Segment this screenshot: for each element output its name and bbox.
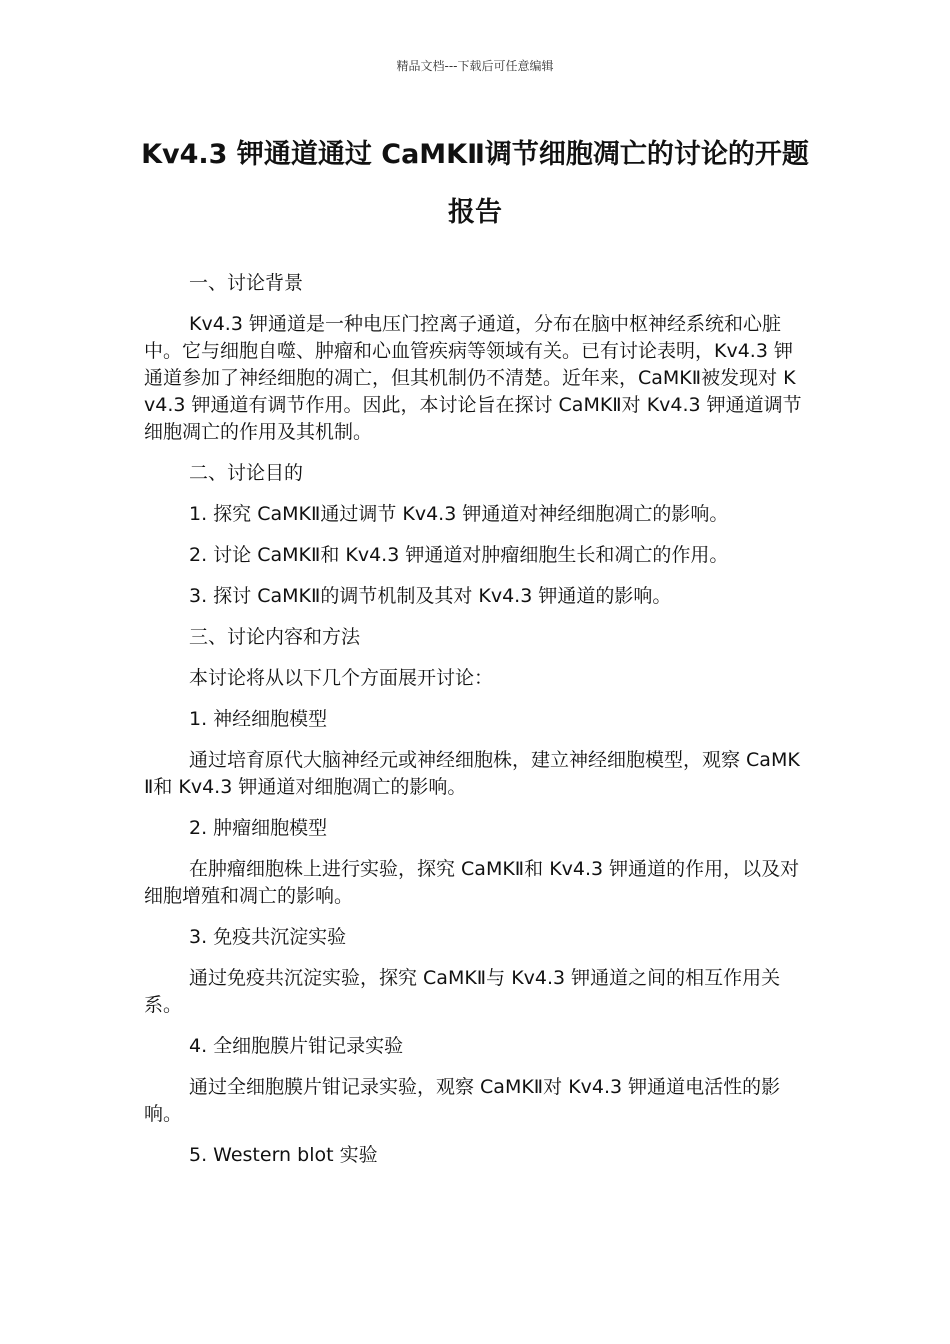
purpose-item-1: 1. 探究 CaMKⅡ通过调节 Kv4.3 钾通道对神经细胞凋亡的影响。: [189, 503, 729, 525]
page-header-note: 精品文档---下载后可任意编辑: [396, 59, 554, 73]
purpose-item-2: 2. 讨论 CaMKⅡ和 Kv4.3 钾通道对肿瘤细胞生长和凋亡的作用。: [189, 544, 729, 566]
method-description-1: 通过培育原代大脑神经元或神经细胞株，建立神经细胞模型，观察 CaMKⅡ和 Kv4.3 钾通道对细胞凋亡的影响。: [144, 749, 800, 798]
method-description-4: 通过全细胞膜片钳记录实验，观察 CaMKⅡ对 Kv4.3 钾通道电活性的影响。: [144, 1076, 781, 1125]
section-heading-background: 一、讨论背景: [189, 272, 304, 294]
background-paragraph: Kv4.3 钾通道是一种电压门控离子通道，分布在脑中枢神经系统和心脏中。它与细胞自噬、肿瘤和心血管疾病等领域有关。已有讨论表明，Kv4.3 钾通道参加了神经细胞的凋亡，但其机制仍不清楚。近年来，CaMKⅡ被发现对 Kv4.3 钾通道有调节作用。因此，本讨论旨在探讨 CaMKⅡ对 Kv4.3 钾通道调节细胞凋亡的作用及其机制。: [144, 313, 802, 443]
method-heading-5: 5. Western blot 实验: [189, 1144, 378, 1166]
document-title: Kv4.3 钾通道通过 CaMKⅡ调节细胞凋亡的讨论的开题报告: [141, 139, 809, 228]
method-heading-2: 2. 肿瘤细胞模型: [189, 817, 328, 839]
method-heading-4: 4. 全细胞膜片钳记录实验: [189, 1035, 404, 1057]
purpose-item-3: 3. 探讨 CaMKⅡ的调节机制及其对 Kv4.3 钾通道的影响。: [189, 585, 672, 607]
methods-intro: 本讨论将从以下几个方面展开讨论：: [189, 667, 494, 689]
document-body: [144, 270, 804, 1183]
method-description-3: 通过免疫共沉淀实验，探究 CaMKⅡ与 Kv4.3 钾通道之间的相互作用关系。: [144, 967, 781, 1016]
section-heading-purpose: 二、讨论目的: [189, 462, 304, 484]
method-heading-3: 3. 免疫共沉淀实验: [189, 926, 347, 948]
method-heading-1: 1. 神经细胞模型: [189, 708, 328, 730]
method-description-2: 在肿瘤细胞株上进行实验，探究 CaMKⅡ和 Kv4.3 钾通道的作用，以及对细胞增殖和凋亡的影响。: [144, 858, 800, 907]
section-heading-content-methods: 三、讨论内容和方法: [189, 626, 361, 648]
